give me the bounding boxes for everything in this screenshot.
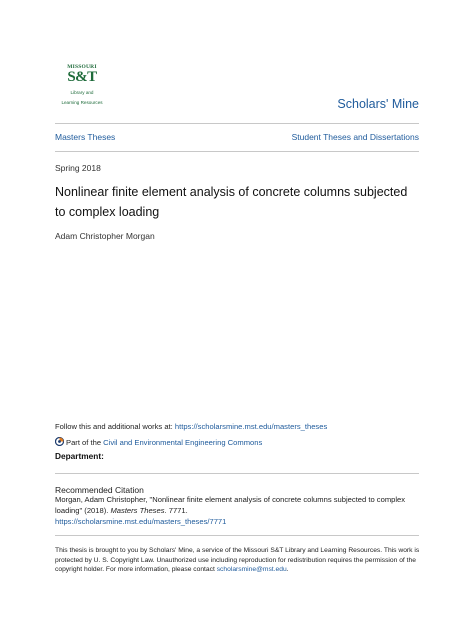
citation-block — [55, 494, 421, 527]
contact-email-link[interactable]: scholarsmine@mst.edu — [216, 566, 287, 574]
department-label: Department: — [55, 451, 104, 461]
citation-journal: Masters Theses — [110, 506, 165, 515]
logo-line2: Learning Resources — [61, 100, 103, 105]
citation-text: Morgan, Adam Christopher, "Nonlinear finite element analysis of concrete columns subjected to complex loading" (2018). — [55, 495, 406, 515]
commons-icon — [55, 437, 64, 446]
part-of-link[interactable]: Civil and Environmental Engineering Commons — [103, 438, 263, 447]
document-author: Adam Christopher Morgan — [55, 231, 155, 241]
part-of-prefix: Part of the — [66, 438, 104, 447]
citation-number: . 7771. — [164, 506, 188, 515]
follow-prefix: Follow this and additional works at: — [55, 422, 175, 431]
divider — [55, 151, 419, 152]
footer-text: This thesis is brought to you by Scholars' Mine, a service of the Missouri S&T Library and Learning Resources. This work is protected by U. S. Copyright Law. Unauthorized use including reproduction for redistribution requires the permission of the copyright holder. For more information, please contact — [55, 547, 420, 574]
citation-heading: Recommended Citation — [55, 485, 144, 495]
follow-link[interactable]: https://scholarsmine.mst.edu/masters_theses — [174, 422, 328, 431]
footer-end: . — [286, 566, 289, 574]
follow-line — [55, 421, 327, 432]
library-logo — [58, 64, 106, 112]
publication-date: Spring 2018 — [55, 163, 101, 173]
divider — [55, 473, 419, 474]
citation-link[interactable]: https://scholarsmine.mst.edu/masters_theses/7771 — [55, 517, 227, 526]
divider — [55, 123, 419, 124]
logo-mark: S&T — [67, 69, 97, 85]
breadcrumb-student-theses[interactable]: Student Theses and Dissertations — [291, 132, 419, 142]
breadcrumb-masters-theses[interactable]: Masters Theses — [55, 132, 116, 142]
logo-line1: Library and — [70, 90, 94, 95]
logo-top-text: MISSOURI — [67, 64, 97, 70]
site-name-link[interactable]: Scholars' Mine — [337, 97, 419, 111]
footer-notice — [55, 546, 421, 575]
document-title: Nonlinear finite element analysis of concrete columns subjected to complex loading — [55, 185, 408, 219]
divider — [55, 535, 419, 536]
part-of-line — [55, 437, 262, 448]
